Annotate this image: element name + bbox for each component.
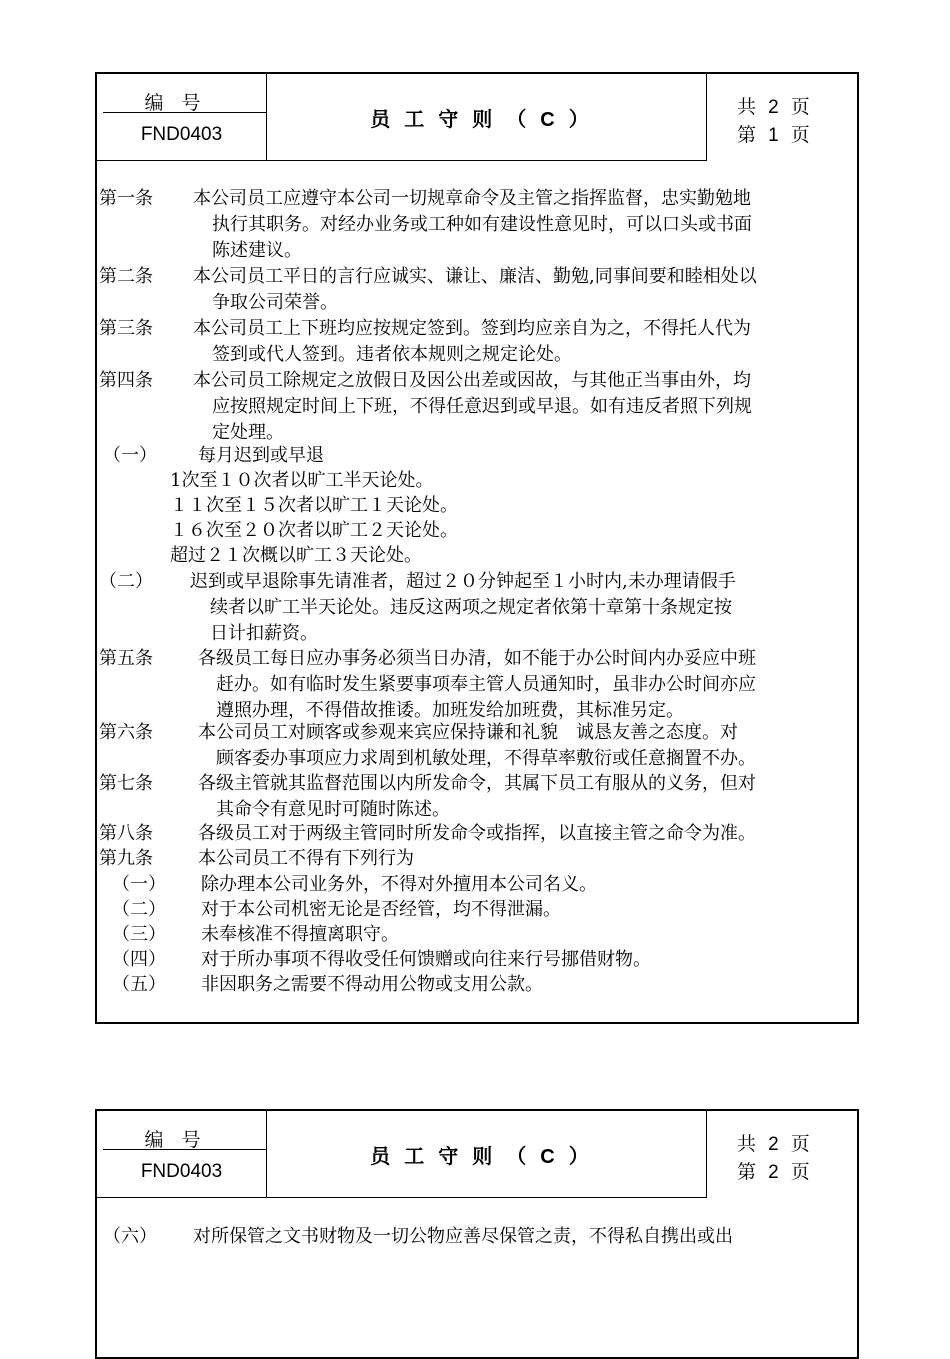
article-text: 各级员工每日应办事务必须当日办清，如不能于办公时间内办妥应中班 bbox=[198, 648, 756, 669]
page-current bbox=[737, 120, 810, 147]
item-label: （三） bbox=[112, 924, 166, 945]
article-text: 其命令有意见时可随时陈述。 bbox=[216, 799, 450, 820]
penalty-line: １１次至１５次者以旷工１天论处。 bbox=[170, 495, 458, 516]
code-box bbox=[97, 74, 267, 161]
item-label: （一） bbox=[112, 874, 166, 895]
article-text: 本公司员工应遵守本公司一切规章命令及主管之指挥监督，忠实勤勉地 bbox=[193, 188, 751, 209]
article-label: 第五条 bbox=[99, 648, 153, 669]
penalty-line: 超过２１次概以旷工３天论处。 bbox=[170, 545, 422, 566]
article-text: 本公司员工除规定之放假日及因公出差或因故，与其他正当事由外，均 bbox=[193, 370, 751, 391]
article-text: 执行其职务。对经办业务或工种如有建设性意见时，可以口头或书面 bbox=[212, 214, 752, 235]
article-label: 第一条 bbox=[99, 188, 153, 209]
page-total bbox=[737, 1129, 810, 1156]
item-text: 日计扣薪资。 bbox=[210, 623, 318, 644]
code-divider bbox=[103, 1149, 266, 1150]
item-label: （一） bbox=[103, 445, 157, 466]
article-text: 签到或代人签到。违者依本规则之规定论处。 bbox=[212, 344, 572, 365]
page-current-suffix: 页 bbox=[790, 1161, 810, 1183]
item-text: 每月迟到或早退 bbox=[198, 445, 324, 466]
item-label: （五） bbox=[112, 974, 166, 995]
page-total-prefix: 共 bbox=[737, 1133, 757, 1155]
title-box bbox=[267, 74, 707, 161]
code-box bbox=[97, 1111, 267, 1198]
page-total-prefix: 共 bbox=[737, 96, 757, 118]
page-current-suffix: 页 bbox=[790, 124, 810, 146]
document-title: 员工守则（C） bbox=[370, 108, 603, 131]
article-label: 第四条 bbox=[99, 370, 153, 391]
code-value: FND0403 bbox=[140, 124, 223, 145]
article-label: 第二条 bbox=[99, 266, 153, 287]
article-text: 遵照办理，不得借故推诿。加班发给加班费，其标准另定。 bbox=[216, 700, 684, 721]
code-value: FND0403 bbox=[140, 1161, 223, 1182]
item-label: （二） bbox=[99, 571, 153, 592]
page-current bbox=[737, 1157, 810, 1184]
item-text: 非因职务之需要不得动用公物或支用公款。 bbox=[201, 974, 543, 995]
item-text: 除办理本公司业务外，不得对外擅用本公司名义。 bbox=[201, 874, 597, 895]
document-title: 员工守则（C） bbox=[370, 1145, 603, 1168]
item-text: 未奉核准不得擅离职守。 bbox=[201, 924, 399, 945]
penalty-line: 1次至１０次者以旷工半天论处。 bbox=[170, 470, 434, 491]
article-text: 陈述建议。 bbox=[212, 240, 302, 261]
article-text: 定处理。 bbox=[212, 422, 284, 443]
item-text: 续者以旷工半天论处。违反这两项之规定者依第十章第十条规定按 bbox=[210, 597, 732, 618]
item-label: （四） bbox=[112, 949, 166, 970]
title-box bbox=[267, 1111, 707, 1198]
article-label: 第六条 bbox=[99, 722, 153, 743]
page-total-number: 2 bbox=[768, 97, 779, 118]
page-current-prefix: 第 bbox=[737, 124, 757, 146]
item-text: 迟到或早退除事先请准者，超过２０分钟起至１小时内,未办理请假手 bbox=[190, 571, 736, 592]
article-text: 各级员工对于两级主管同时所发命令或指挥，以直接主管之命令为准。 bbox=[198, 823, 756, 844]
penalty-line: １６次至２０次者以旷工２天论处。 bbox=[170, 520, 458, 541]
article-text: 顾客委办事项应力求周到机敏处理，不得草率敷衍或任意搁置不办。 bbox=[216, 748, 756, 769]
page-current-number: 2 bbox=[768, 1162, 779, 1183]
article-label: 第八条 bbox=[99, 823, 153, 844]
code-divider bbox=[103, 112, 266, 113]
page-current-number: 1 bbox=[768, 125, 779, 146]
article-text: 本公司员工对顾客或参观来宾应保持谦和礼貌 诚恳友善之态度。对 bbox=[198, 722, 738, 743]
page-total-number: 2 bbox=[768, 1134, 779, 1155]
item-text: 对于本公司机密无论是否经管，均不得泄漏。 bbox=[201, 899, 561, 920]
page-total-suffix: 页 bbox=[790, 1133, 810, 1155]
item-label: （六） bbox=[103, 1226, 157, 1247]
code-label: 编号 bbox=[144, 92, 219, 114]
article-text: 本公司员工上下班均应按规定签到。签到均应亲自为之，不得托人代为 bbox=[193, 318, 751, 339]
article-text: 争取公司荣誉。 bbox=[212, 292, 338, 313]
article-label: 第七条 bbox=[99, 773, 153, 794]
item-label: （二） bbox=[112, 899, 166, 920]
article-text: 本公司员工不得有下列行为 bbox=[198, 848, 414, 869]
article-text: 赶办。如有临时发生紧要事项奉主管人员通知时，虽非办公时间亦应 bbox=[216, 674, 756, 695]
article-text: 应按照规定时间上下班，不得任意迟到或早退。如有违反者照下列规 bbox=[212, 396, 752, 417]
item-text: 对所保管之文书财物及一切公物应善尽保管之责，不得私自携出或出 bbox=[193, 1226, 733, 1247]
article-label: 第三条 bbox=[99, 318, 153, 339]
article-label: 第九条 bbox=[99, 848, 153, 869]
page-current-prefix: 第 bbox=[737, 1161, 757, 1183]
item-text: 对于所办事项不得收受任何馈赠或向往来行号挪借财物。 bbox=[201, 949, 651, 970]
code-label: 编号 bbox=[144, 1129, 219, 1151]
article-text: 各级主管就其监督范围以内所发命令，其属下员工有服从的义务，但对 bbox=[198, 773, 756, 794]
page-total-suffix: 页 bbox=[790, 96, 810, 118]
article-text: 本公司员工平日的言行应诚实、谦让、廉洁、勤勉,同事间要和睦相处以 bbox=[193, 266, 757, 287]
page-total bbox=[737, 92, 810, 119]
